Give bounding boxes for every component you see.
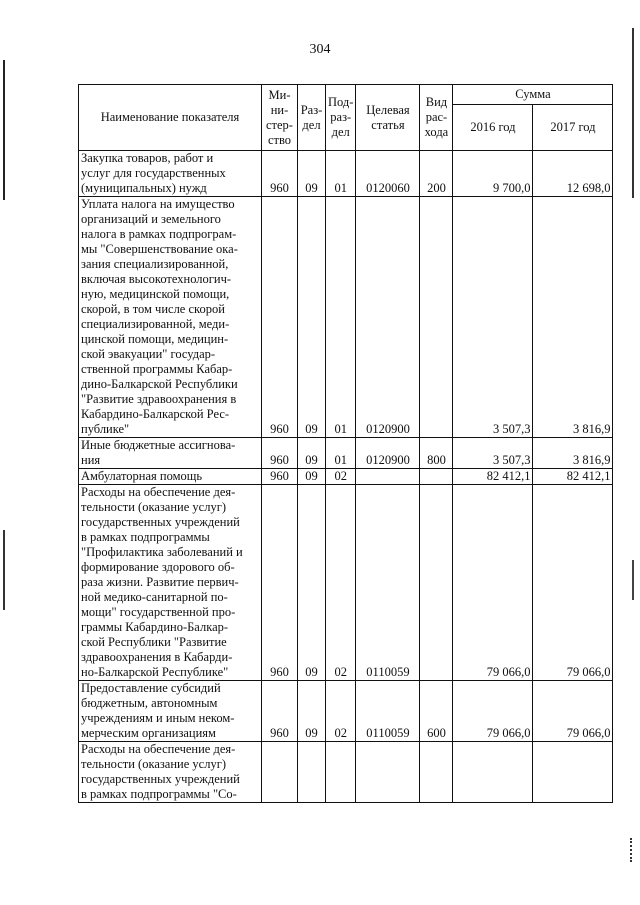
header-subsection: Под- раз- дел — [326, 85, 356, 151]
row-name-line: в рамках подпрограммы "Со- — [81, 787, 237, 801]
cell-subsection: 02 — [326, 681, 356, 742]
table-row — [79, 438, 613, 469]
cell-section: 09 — [298, 197, 326, 438]
table-row — [79, 197, 613, 438]
row-name-line: государственных учреждений — [81, 515, 240, 529]
row-name-line: мощи" государственной про- — [81, 605, 236, 619]
cell-ministry: 960 — [262, 469, 298, 485]
row-name-line: публике" — [81, 422, 130, 436]
row-name-line: Кабардино-Балкарской Рес- — [81, 407, 230, 421]
table-row — [79, 151, 613, 197]
cell-ministry — [262, 742, 298, 803]
row-name-line: граммы Кабардино-Балкар- — [81, 620, 229, 634]
cell-subsection — [326, 742, 356, 803]
row-name-line: "Развитие здравоохранения в — [81, 392, 237, 406]
cell-sum-2016 — [453, 742, 533, 803]
cell-sum-2016: 3 507,3 — [453, 197, 533, 438]
row-name-line: Расходы на обеспечение дея- — [81, 742, 236, 756]
cell-subsection: 02 — [326, 469, 356, 485]
cell-sum-2017: 79 066,0 — [533, 485, 613, 681]
cell-ministry: 960 — [262, 197, 298, 438]
row-name-line: Предоставление субсидий — [81, 681, 221, 695]
row-name — [79, 469, 262, 485]
cell-target: 0110059 — [356, 485, 420, 681]
cell-subsection: 01 — [326, 151, 356, 197]
cell-expense-type — [420, 742, 453, 803]
cell-section: 09 — [298, 438, 326, 469]
row-name — [79, 438, 262, 469]
cell-ministry: 960 — [262, 438, 298, 469]
cell-section: 09 — [298, 485, 326, 681]
cell-expense-type: 800 — [420, 438, 453, 469]
row-name-line: дино-Балкарской Республики — [81, 377, 238, 391]
header-ministry: Ми- ни- стер- ство — [262, 85, 298, 151]
row-name-line: услуг для государственных — [81, 166, 226, 180]
cell-section — [298, 742, 326, 803]
table-row — [79, 469, 613, 485]
cell-subsection: 02 — [326, 485, 356, 681]
cell-sum-2017: 3 816,9 — [533, 197, 613, 438]
row-name-line: Закупка товаров, работ и — [81, 151, 214, 165]
row-name-line: Уплата налога на имущество — [81, 197, 235, 211]
row-name-line: раза жизни. Развитие первич- — [81, 575, 239, 589]
cell-section: 09 — [298, 151, 326, 197]
row-name-line: (муниципальных) нужд — [81, 181, 207, 195]
header-target: Целевая статья — [356, 85, 420, 151]
row-name — [79, 197, 262, 438]
row-name-line: Расходы на обеспечение дея- — [81, 485, 236, 499]
row-name-line: тельности (оказание услуг) — [81, 757, 226, 771]
cell-section: 09 — [298, 681, 326, 742]
header-sum: Сумма — [453, 85, 613, 105]
cell-subsection: 01 — [326, 197, 356, 438]
row-name-line: цинской помощи, медицин- — [81, 332, 229, 346]
scan-edge-dots — [630, 838, 636, 862]
page-number: 304 — [309, 42, 331, 57]
row-name-line: учреждениям и иным неком- — [81, 711, 235, 725]
row-name-line: бюджетным, автономным — [81, 696, 218, 710]
cell-expense-type: 200 — [420, 151, 453, 197]
cell-expense-type: 600 — [420, 681, 453, 742]
budget-table — [78, 84, 613, 803]
cell-target: 0120900 — [356, 197, 420, 438]
header-section: Раз- дел — [298, 85, 326, 151]
row-name-line: Амбулаторная помощь — [81, 469, 203, 483]
cell-subsection: 01 — [326, 438, 356, 469]
cell-expense-type — [420, 197, 453, 438]
cell-sum-2017: 3 816,9 — [533, 438, 613, 469]
row-name-line: Иные бюджетные ассигнова- — [81, 438, 236, 452]
row-name-line: тельности (оказание услуг) — [81, 500, 226, 514]
table-row — [79, 681, 613, 742]
cell-sum-2016: 9 700,0 — [453, 151, 533, 197]
cell-ministry: 960 — [262, 151, 298, 197]
row-name-line: ской Республики "Развитие — [81, 635, 227, 649]
cell-sum-2016: 3 507,3 — [453, 438, 533, 469]
row-name-line: налога в рамках подпрограм- — [81, 227, 237, 241]
cell-target: 0120900 — [356, 438, 420, 469]
row-name — [79, 485, 262, 681]
row-name-line: ной медико-санитарной по- — [81, 590, 228, 604]
scan-edge-mark-left — [3, 60, 5, 200]
row-name-line: государственных учреждений — [81, 772, 240, 786]
cell-ministry: 960 — [262, 485, 298, 681]
cell-sum-2016: 79 066,0 — [453, 681, 533, 742]
row-name-line: ную, медицинской помощи, — [81, 287, 230, 301]
row-name-line: организаций и земельного — [81, 212, 221, 226]
cell-sum-2017 — [533, 742, 613, 803]
row-name-line: здравоохранения в Кабарди- — [81, 650, 233, 664]
cell-section: 09 — [298, 469, 326, 485]
table-row — [79, 742, 613, 803]
row-name-line: мерческим организациям — [81, 726, 216, 740]
cell-expense-type — [420, 485, 453, 681]
row-name-line: ственной программы Кабар- — [81, 362, 233, 376]
cell-sum-2016: 79 066,0 — [453, 485, 533, 681]
row-name — [79, 742, 262, 803]
header-name: Наименование показателя — [79, 85, 262, 151]
cell-target: 0120060 — [356, 151, 420, 197]
row-name-line: в рамках подпрограммы — [81, 530, 210, 544]
cell-sum-2016: 82 412,1 — [453, 469, 533, 485]
scan-edge-mark-right-lower — [632, 560, 634, 600]
cell-sum-2017: 82 412,1 — [533, 469, 613, 485]
row-name-line: ской эвакуации" государ- — [81, 347, 216, 361]
cell-sum-2017: 79 066,0 — [533, 681, 613, 742]
row-name-line: ния — [81, 453, 101, 467]
row-name — [79, 151, 262, 197]
cell-expense-type — [420, 469, 453, 485]
header-expense-type: Вид рас- хода — [420, 85, 453, 151]
row-name-line: скорой, в том числе скорой — [81, 302, 225, 316]
cell-target: 0110059 — [356, 681, 420, 742]
row-name-line: зания специализированной, — [81, 257, 229, 271]
table-row — [79, 485, 613, 681]
cell-ministry: 960 — [262, 681, 298, 742]
cell-sum-2017: 12 698,0 — [533, 151, 613, 197]
header-year-2017: 2017 год — [533, 105, 613, 151]
row-name-line: мы "Совершенствование ока- — [81, 242, 238, 256]
row-name-line: формирование здорового об- — [81, 560, 235, 574]
cell-target — [356, 742, 420, 803]
scan-edge-mark-left-lower — [3, 530, 5, 610]
header-year-2016: 2016 год — [453, 105, 533, 151]
table-body — [79, 151, 613, 803]
row-name-line: специализированной, меди- — [81, 317, 230, 331]
row-name — [79, 681, 262, 742]
row-name-line: "Профилактика заболеваний и — [81, 545, 243, 559]
row-name-line: но-Балкарской Республике" — [81, 665, 229, 679]
cell-target — [356, 469, 420, 485]
row-name-line: включая высокотехнологич- — [81, 272, 232, 286]
